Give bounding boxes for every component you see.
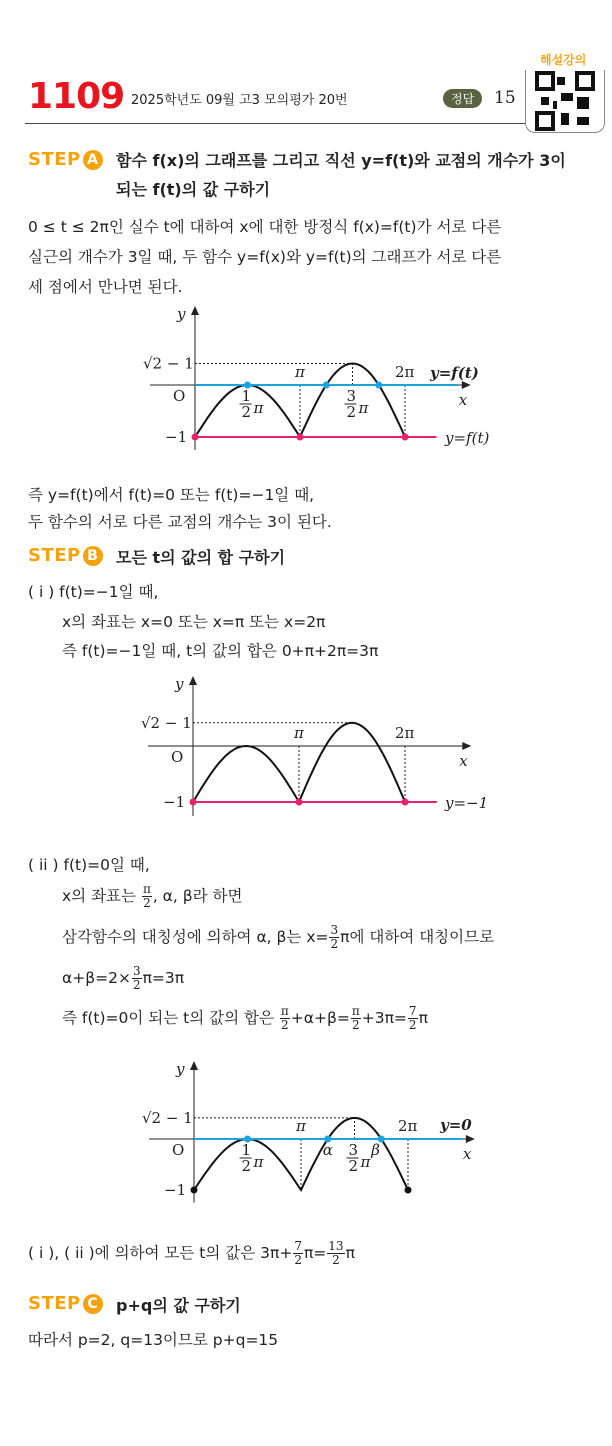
pi-label: π xyxy=(295,363,305,381)
step-letter: C xyxy=(83,1294,103,1314)
two-pi-label: 2π xyxy=(398,1117,418,1135)
para1-line2: 실근의 개수가 3일 때, 두 함수 y=f(x)와 y=f(t)의 그래프가 서로 다른 xyxy=(28,248,502,266)
conclusion-line xyxy=(28,1240,355,1267)
case2-line4 xyxy=(62,965,184,992)
denominator: 2 xyxy=(330,937,339,951)
fraction-numerator: 1 xyxy=(241,1141,252,1159)
text: α+β=2× xyxy=(62,969,131,987)
fraction-denominator: 2 xyxy=(241,403,252,421)
fraction-numerator: 3 xyxy=(348,1141,359,1159)
minus-one-label: −1 xyxy=(163,793,186,811)
two-pi-label: 2π xyxy=(395,724,415,742)
para1-line3: 세 점에서 만나면 된다. xyxy=(28,278,183,296)
text: π에 대하여 대칭이므로 xyxy=(340,928,495,946)
origin-label: O xyxy=(172,1141,185,1159)
case2-line5 xyxy=(62,1005,428,1032)
case2-line3 xyxy=(62,924,494,951)
answer-badge: 정답 xyxy=(443,89,482,108)
numerator: 13 xyxy=(328,1239,344,1253)
fraction xyxy=(351,1005,361,1032)
origin-label: O xyxy=(171,748,184,766)
text: ( i ), ( ii )에 의하여 모든 t의 값은 3π+ xyxy=(28,1244,293,1262)
numerator: 3 xyxy=(132,964,141,978)
minus-one-label: −1 xyxy=(164,1181,187,1199)
para2-line2: 두 함수의 서로 다른 교점의 개수는 3이 된다. xyxy=(28,513,332,531)
numerator: 7 xyxy=(294,1239,302,1253)
step-a-title-1: 함수 f(x)의 그래프를 그리고 직선 y=f(t)와 교점의 개수가 3이 xyxy=(116,151,566,170)
x-arrow-icon xyxy=(462,742,471,750)
y-arrow-icon xyxy=(191,306,199,315)
case2-line2 xyxy=(62,883,243,910)
beta-label: β xyxy=(371,1141,380,1159)
step-label: STEP xyxy=(28,1293,81,1314)
x-axis-label: x xyxy=(462,1145,472,1163)
fraction xyxy=(293,1240,303,1267)
pi-symbol: π xyxy=(253,399,264,417)
step-c-title: p+q의 값 구하기 xyxy=(116,1296,241,1315)
y-arrow-icon xyxy=(190,1061,198,1070)
para1-line1: 0 ≤ t ≤ 2π인 실수 t에 대하여 x에 대한 방정식 f(x)=f(t)가 서로 다른 xyxy=(28,218,502,236)
denominator: 2 xyxy=(332,1253,340,1267)
fraction xyxy=(142,883,152,910)
numerator: 3 xyxy=(330,923,339,937)
two-pi-label: 2π xyxy=(395,363,415,381)
intersection-point xyxy=(297,434,304,441)
y-axis-label: y xyxy=(175,675,184,693)
minus-one-label: −1 xyxy=(165,428,188,446)
fraction-numerator: 3 xyxy=(346,387,357,405)
final-answer-line: 따라서 p=2, q=13이므로 p+q=15 xyxy=(28,1331,279,1349)
denominator: 2 xyxy=(408,1018,417,1032)
text: +α+β= xyxy=(290,1009,350,1027)
step-a-title-2: 되는 f(t)의 값 구하기 xyxy=(116,180,271,199)
fraction xyxy=(329,924,339,951)
text: π xyxy=(418,1009,428,1027)
text: , α, β라 하면 xyxy=(152,887,243,905)
step-letter: A xyxy=(83,150,103,170)
fraction-denominator: 2 xyxy=(241,1157,252,1175)
step-label: STEP xyxy=(28,545,81,566)
line-label: y=0 xyxy=(440,1116,472,1134)
step-b-title: 모든 t의 값의 합 구하기 xyxy=(116,548,286,567)
denominator: 2 xyxy=(143,896,151,910)
numerator: π xyxy=(351,1004,360,1018)
alpha-label: α xyxy=(322,1141,333,1159)
step-label: STEP xyxy=(28,149,81,170)
y-axis-label: y xyxy=(176,1060,185,1078)
case1-line3: 즉 f(t)=−1일 때, t의 값의 합은 0+π+2π=3π xyxy=(62,642,379,660)
intersection-point xyxy=(375,382,382,389)
denominator: 2 xyxy=(294,1253,302,1267)
problem-source: 2025학년도 09월 고3 모의평가 20번 xyxy=(131,93,348,108)
intersection-point xyxy=(191,1187,198,1194)
pi-symbol: π xyxy=(360,1153,371,1171)
intersection-point xyxy=(192,434,199,441)
x-axis-label: x xyxy=(458,391,468,409)
fraction-denominator: 2 xyxy=(346,403,357,421)
peak-label: √2 − 1 xyxy=(141,713,192,732)
fraction xyxy=(327,1240,344,1267)
step-c-label xyxy=(28,1293,103,1314)
line-label: y=−1 xyxy=(445,794,489,812)
line-label: y=f(t) xyxy=(430,364,479,382)
text: π= xyxy=(303,1244,327,1262)
numerator: 7 xyxy=(408,1004,417,1018)
pi-label: π xyxy=(294,724,304,742)
case2-line1: ( ii ) f(t)=0일 때, xyxy=(28,856,150,874)
y-arrow-icon xyxy=(189,676,197,685)
text: +3π= xyxy=(361,1009,407,1027)
fraction-denominator: 2 xyxy=(348,1157,359,1175)
origin-label: O xyxy=(173,387,186,405)
denominator: 2 xyxy=(281,1018,289,1032)
intersection-point xyxy=(296,799,303,806)
peak-label: √2 − 1 xyxy=(143,354,194,373)
problem-number: 1109 xyxy=(28,76,125,117)
text: x의 좌표는 xyxy=(62,887,136,905)
intersection-point xyxy=(405,1187,412,1194)
y-axis-label: y xyxy=(177,305,186,323)
intersection-point xyxy=(190,799,197,806)
fraction xyxy=(408,1005,418,1032)
denominator: 2 xyxy=(351,1018,360,1032)
case1-line2: x의 좌표는 x=0 또는 x=π 또는 x=2π xyxy=(62,613,326,631)
case1-line1: ( i ) f(t)=−1일 때, xyxy=(28,583,159,601)
peak-label: √2 − 1 xyxy=(142,1108,193,1127)
step-letter: B xyxy=(83,546,103,566)
lecture-label: 해설강의 xyxy=(540,53,587,67)
text: 삼각함수의 대칭성에 의하여 α, β는 x= xyxy=(62,928,329,946)
numerator: π xyxy=(142,882,151,896)
x-arrow-icon xyxy=(466,1135,475,1143)
fraction xyxy=(132,965,142,992)
answer-value: 15 xyxy=(494,88,516,108)
pi-symbol: π xyxy=(358,399,369,417)
para2-line1: 즉 y=f(t)에서 f(t)=0 또는 f(t)=−1일 때, xyxy=(28,486,315,504)
numerator: π xyxy=(280,1004,289,1018)
text: π xyxy=(345,1244,355,1262)
intersection-point xyxy=(323,382,330,389)
x-arrow-icon xyxy=(462,381,471,389)
intersection-point xyxy=(402,434,409,441)
x-axis-label: x xyxy=(459,752,468,770)
denominator: 2 xyxy=(132,978,141,992)
text: π=3π xyxy=(142,969,185,987)
line-label: y=f(t) xyxy=(445,429,490,447)
text: 즉 f(t)=0이 되는 t의 값의 합은 xyxy=(62,1009,274,1027)
intersection-point xyxy=(402,799,409,806)
pi-label: π xyxy=(296,1117,306,1135)
fraction-numerator: 1 xyxy=(241,387,252,405)
pi-symbol: π xyxy=(253,1153,264,1171)
step-b-label xyxy=(28,545,103,566)
fraction xyxy=(280,1005,290,1032)
